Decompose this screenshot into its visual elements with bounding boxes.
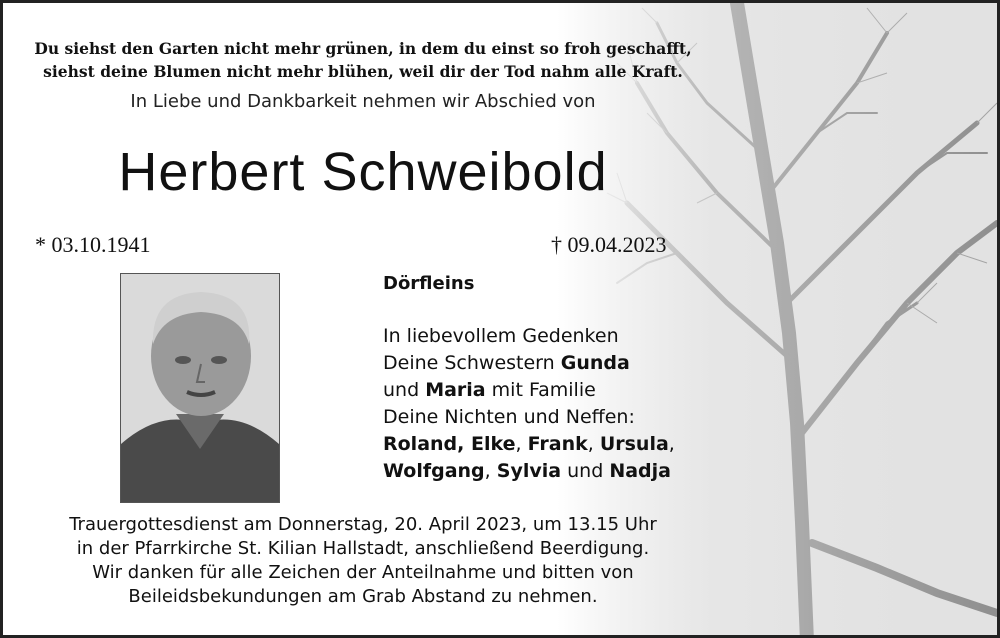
service-line: Wir danken für alle Zeichen der Anteilnahme und bitten von (92, 562, 634, 583)
mourner-name: Gunda (560, 352, 630, 374)
mourners-separator: und (561, 460, 610, 482)
mourners-separator: , (457, 433, 471, 455)
mourner-name: Ursula (599, 433, 669, 455)
mourners-line (383, 431, 675, 458)
service-line: in der Pfarrkirche St. Kilian Hallstadt, anschließend Beerdigung. (76, 538, 650, 559)
verse (23, 37, 703, 83)
mourners-separator: , (587, 433, 600, 455)
service-info (23, 513, 703, 609)
mourner-name: Frank (527, 433, 588, 455)
portrait-photo (120, 273, 280, 503)
mourner-name: Roland (383, 433, 458, 455)
mourners-text: mit Familie (485, 379, 596, 401)
mourner-name: Wolfgang (383, 460, 485, 482)
death-date: † 09.04.2023 (551, 232, 667, 257)
service-line: Beileidsbekundungen am Grab Abstand zu nehmen. (128, 586, 598, 607)
verse-line: siehst deine Blumen nicht mehr blühen, weil dir der Tod nahm alle Kraft. (43, 62, 683, 81)
mourners-line (383, 458, 675, 485)
mourner-name: Sylvia (496, 460, 562, 482)
portrait-image (121, 274, 279, 502)
birth-date: * 03.10.1941 (35, 232, 151, 257)
mourners-line (383, 377, 675, 404)
place-name: Dörfleins (383, 273, 475, 294)
mourners-block (383, 323, 675, 485)
deceased-name: Herbert Schweibold (118, 142, 608, 202)
mourner-name: Nadja (609, 460, 671, 482)
mourners-separator: , (668, 433, 675, 455)
mourners-text: Deine Schwestern (383, 352, 561, 374)
verse-line: Du siehst den Garten nicht mehr grünen, in dem du einst so froh geschafft, (34, 39, 692, 58)
service-line: Trauergottesdienst am Donnerstag, 20. April 2023, um 13.15 Uhr (69, 514, 657, 535)
mourners-line: In liebevollem Gedenken (383, 325, 619, 347)
mourners-separator: , (515, 433, 528, 455)
intro-text: In Liebe und Dankbarkeit nehmen wir Abschied von (130, 91, 596, 112)
mourner-name: Maria (425, 379, 486, 401)
mourners-line: Deine Nichten und Neffen: (383, 406, 635, 428)
mourners-line (383, 350, 675, 377)
mourner-name: Elke (471, 433, 516, 455)
mourners-separator: , (484, 460, 497, 482)
mourners-text: und (383, 379, 426, 401)
